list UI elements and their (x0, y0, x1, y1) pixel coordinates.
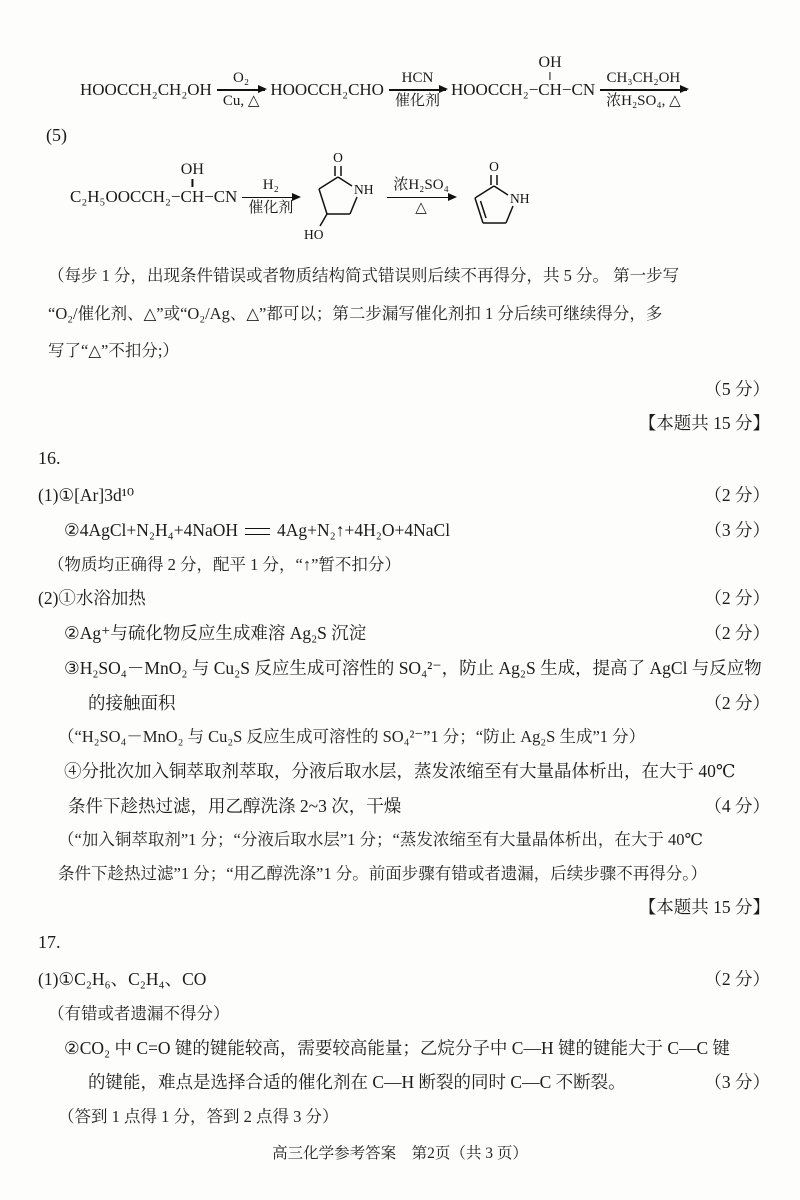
answer-line (38, 622, 770, 645)
arrow-condition-below: 催化剂 (248, 199, 294, 216)
oh-label: OH (180, 161, 204, 179)
answer-line: ②CO₂ 中 C=O 键的键能较高，需要较高能量；乙烷分子中 C—H 键的键能大于 C—C 键 (64, 1037, 731, 1058)
molecule-part: HOOCCH₂− (450, 79, 539, 99)
arrow-condition-above: 浓H₂SO₄ (393, 177, 449, 194)
answer-text: (2)①水浴加热 (38, 588, 146, 609)
hydroxyl-substituent (180, 161, 205, 208)
q15-score: （5 分） (704, 378, 770, 399)
answer-line-equation (38, 519, 770, 542)
arrow-condition-above: O₂ (233, 70, 250, 86)
answer-text: 的接触面积 (88, 692, 176, 713)
answer-line: ③H₂SO₄－MnO₂ 与 Cu₂S 反应生成可溶性的 SO₄²⁻，防止 Ag₂S 生成，提高了 AgCl 与反应物 (64, 657, 762, 678)
molecule-formula: HOOCCH₂CH₂OH (80, 79, 212, 99)
molecule-formula: HOOCCH₂CHO (270, 79, 384, 99)
reaction-scheme-row-2 (68, 149, 770, 245)
sub-question-label: (5) (46, 124, 67, 145)
oxygen-label: O (333, 150, 344, 166)
chemical-equation (64, 519, 450, 542)
note-line: 条件下趁热过滤”1 分；“用乙醇洗涤”1 分。前面步骤有错或者遗漏，后续步骤不再得分。） (58, 863, 707, 883)
question-number-17: 17. (38, 931, 61, 952)
molecule-formula-with-oh (449, 53, 597, 101)
note-line: （答到 1 点得 1 分，答到 2 点得 3 分） (58, 1107, 339, 1127)
unsaturated-lactam-ring-structure (458, 158, 540, 236)
answer-text: (1)①[Ar]3d¹⁰ (38, 485, 134, 506)
page-footer: 高三化学参考答案 第2页（共 3 页） (272, 1144, 528, 1162)
q16-total-score: 【本题共 15 分】 (638, 897, 770, 918)
oxygen-label: O (488, 159, 499, 175)
arrow-condition-above: H₂ (262, 177, 279, 194)
reaction-arrow (242, 177, 299, 217)
note-line: （物质均正确得 2 分，配平 1 分，“↑”暂不扣分） (48, 554, 401, 574)
score-label: （2 分） (704, 623, 770, 644)
equation-lhs: ②4AgCl+N₂H₄+4NaOH (64, 520, 239, 541)
molecule-formula-with-oh (68, 161, 239, 208)
arrow-shaft-icon (217, 89, 266, 90)
ho-label: HO (304, 227, 324, 243)
answer-line (38, 587, 770, 610)
reaction-arrow (217, 70, 266, 110)
reaction-arrow (600, 70, 687, 110)
note-line: （“H₂SO₄－MnO₂ 与 Cu₂S 反应生成可溶性的 SO₄²⁻”1 分；“防止 Ag₂S 生成”1 分） (58, 727, 646, 747)
arrow-condition-below: 催化剂 (394, 92, 440, 109)
nh-label: NH (354, 182, 374, 198)
score-label: （3 分） (704, 1072, 770, 1093)
molecule-part: CH (538, 79, 562, 99)
molecule-part: −CN (204, 187, 238, 207)
score-label: （4 分） (704, 795, 770, 816)
arrow-shaft-icon (389, 89, 446, 90)
arrow-condition-above: CH₃CH₂OH (606, 70, 681, 86)
note-line: （“加入铜萃取剂”1 分；“分液后取水层”1 分；“蒸发浓缩至有大量晶体析出，在大于 40℃ (58, 830, 703, 850)
hydroxyl-substituent (538, 53, 562, 101)
arrow-condition-below: △ (415, 199, 427, 216)
arrow-shaft-icon (242, 197, 299, 198)
answer-line (38, 968, 770, 991)
note-line: （有错或者遗漏不得分） (48, 1004, 230, 1024)
arrow-shaft-icon (387, 197, 454, 198)
q15-total-score: 【本题共 15 分】 (638, 413, 770, 434)
double-equals-icon (245, 528, 270, 535)
answer-line: ④分批次加入铜萃取剂萃取，分液后取水层，蒸发浓缩至有大量晶体析出，在大于 40℃ (64, 760, 736, 781)
vertical-bond-icon (549, 72, 550, 80)
reaction-scheme-block-5 (38, 124, 770, 245)
score-label: （3 分） (704, 520, 770, 541)
q15-grading-note (38, 265, 770, 361)
reaction-arrow (389, 70, 446, 110)
note-line: （每步 1 分，出现条件错误或者物质结构简式错误则后续不再得分，共 5 分。 第一步写 (48, 266, 680, 286)
answer-text: (1)①C₂H₆、C₂H₄、CO (38, 969, 207, 990)
arrow-condition-below: Cu, △ (222, 92, 260, 109)
note-line: 写了“△”不扣分;） (48, 341, 179, 361)
answer-line-continuation (38, 1071, 770, 1094)
molecule-part: C₂H₅OOCCH₂− (70, 187, 181, 207)
reaction-scheme-row-1 (78, 50, 770, 110)
molecule-part: CH (180, 187, 205, 207)
score-label: （2 分） (704, 485, 770, 506)
arrow-condition-above: HCN (401, 70, 434, 86)
nh-label: NH (509, 191, 530, 207)
molecule-part: −CN (561, 79, 596, 99)
vertical-bond-icon (192, 179, 193, 187)
hydroxy-lactam-ring-structure (302, 149, 384, 245)
answer-line (38, 484, 770, 507)
answer-line-continuation (38, 692, 770, 715)
answer-text: 条件下趁热过滤，用乙醇洗涤 2~3 次，干燥 (68, 795, 402, 816)
reaction-arrow (387, 177, 454, 217)
answer-text: 的键能，难点是选择合适的催化剂在 C—H 断裂的同时 C—C 不断裂。 (88, 1072, 626, 1093)
oh-label: OH (538, 53, 562, 71)
score-label: （2 分） (704, 692, 770, 713)
score-label: （2 分） (704, 969, 770, 990)
arrow-shaft-icon (600, 89, 687, 90)
note-line: “O₂/催化剂、△”或“O₂/Ag、△”都可以；第二步漏写催化剂扣 1 分后续可继续得分，多 (48, 303, 663, 323)
answer-text: ②Ag⁺与硫化物反应生成难溶 Ag₂S 沉淀 (64, 623, 367, 644)
answer-line-continuation (38, 795, 770, 818)
question-number-16: 16. (38, 448, 61, 469)
equation-rhs: 4Ag+N₂↑+4H₂O+4NaCl (277, 520, 451, 541)
score-label: （2 分） (704, 588, 770, 609)
arrow-condition-below: 浓H₂SO₄, △ (606, 92, 681, 109)
